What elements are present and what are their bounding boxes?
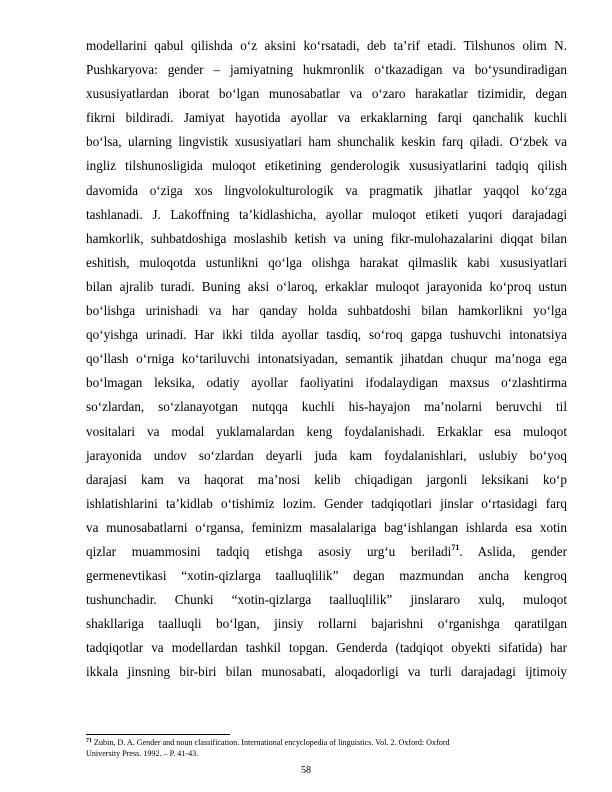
text-line: so‘zlardan, so‘zlanayotgan nutqqa kuchli his-hayajon ma’nolarni beruvchi til bbox=[86, 399, 567, 415]
footnote bbox=[86, 737, 567, 760]
text-line: qo‘yishga urinadi. Har ikki tilda ayollar tasdiq, so‘roq gapga tushuvchi intonatsiya bbox=[86, 327, 567, 343]
text-line: hamkorlik, suhbatdoshiga moslashib ketish va uning fikr-mulohazalarini diqqat bilan bbox=[86, 230, 567, 246]
text-line: fikrni bildiradi. Jamiyat hayotida ayollar va erkaklarning farqi qanchalik kuchli bbox=[86, 110, 567, 126]
text-line: bo‘lsa, ularning lingvistik xususiyatlari ham shunchalik keskin farq qiladi. O‘zbek va bbox=[86, 134, 567, 150]
footnote-line: $^{71}$ Zubin, D. A. Gender and noun classification. International encyclopedia of linguistics. Vol. 2. Oxford: Oxford bbox=[86, 738, 450, 747]
text-line: eshitish, muloqotda ustunlikni qo‘lga olishga harakat qilmaslik kabi xususiyatlari bbox=[86, 254, 567, 270]
text-line-with-footnote-ref: qizlar muammosini tadqiq etishga asosiy urg‘u beriladi$^{71}$. Aslida, gender bbox=[86, 542, 567, 559]
text-line: tashlanadi. J. Lakoffning ta’kidlashicha, ayollar muloqot etiketi yuqori darajadagi bbox=[86, 206, 567, 222]
text-line: ishlatishlarini ta’kidlab o‘tishimiz lozim. Gender tadqiqotlari jinslar o‘rtasidagi farq bbox=[86, 495, 567, 511]
text-line: germenevtikasi “xotin-qizlarga taalluqlilik” degan mazmundan ancha kengroq bbox=[86, 568, 567, 584]
text-line: Pushkaryova: gender – jamiyatning hukmronlik o‘tkazadigan va bo‘ysundiradigan bbox=[86, 62, 567, 78]
text-line: darajasi kam va haqorat ma’nosi kelib chiqadigan jargonli leksikani ko‘p bbox=[86, 471, 567, 487]
text-line: ikkala jinsning bir-biri bilan munosabati, aloqadorligi va turli darajadagi ijtimoiy bbox=[86, 664, 567, 680]
text-line: modellarini qabul qilishda o‘z aksini ko‘rsatadi, deb ta’rif etadi. Tilshunos olim N. bbox=[86, 38, 567, 53]
text-line: ingliz tilshunosligida muloqot etiketining genderologik xususiyatlarini tadqiq qilish bbox=[86, 158, 567, 174]
text-line: xususiyatlardan iborat bo‘lgan munosabatlar va o‘zaro harakatlar tizimidir, degan bbox=[86, 86, 567, 102]
text-line: tadqiqotlar va modellardan tashkil topgan. Genderda (tadqiqot obyekti sifatida) har bbox=[86, 640, 567, 656]
page-number: 58 bbox=[301, 765, 311, 776]
text-line: bo‘lmagan leksika, odatiy ayollar faoliyatini ifodalaydigan maxsus o‘zlashtirma bbox=[86, 375, 567, 391]
text-line: jarayonida undov so‘zlardan deyarli juda kam foydalanishlari, uslubiy bo‘yoq bbox=[86, 447, 567, 463]
text-line: bo‘lishga urinishadi va har qanday holda suhbatdoshi bilan hamkorlikni yo‘lga bbox=[86, 303, 567, 319]
text-line: davomida o‘ziga xos lingvolokulturologik va pragmatik jihatlar yaqqol ko‘zga bbox=[86, 182, 567, 198]
body-text bbox=[86, 34, 567, 685]
text-line: shakllariga taalluqli bo‘lgan, jinsiy rollarni bajarishni o‘rganishga qaratilgan bbox=[86, 616, 567, 632]
text-line: va munosabatlarni o‘rgansa, feminizm masalalariga bag‘ishlangan ishlarda esa xotin bbox=[86, 519, 567, 535]
footnote-line: University Press. 1992. – P. 41-43. bbox=[86, 749, 199, 759]
footnote-divider bbox=[86, 734, 230, 735]
text-line: vositalari va modal yuklamalardan keng foydalanishadi. Erkaklar esa muloqot bbox=[86, 423, 567, 439]
footnote-reference[interactable]: 71 bbox=[451, 542, 460, 552]
text-line: tushunchadir. Chunki “xotin-qizlarga taalluqlilik” jinslararo xulq, muloqot bbox=[86, 592, 567, 608]
text-line: bilan ajralib turadi. Buning aksi o‘laroq, erkaklar muloqot jarayonida ko‘proq ustun bbox=[86, 278, 567, 294]
footnote-number: 71 bbox=[86, 738, 92, 744]
text-line: qo‘llash o‘rniga ko‘tariluvchi intonatsiyadan, semantik jihatdan chuqur ma’noga ega bbox=[86, 351, 567, 367]
